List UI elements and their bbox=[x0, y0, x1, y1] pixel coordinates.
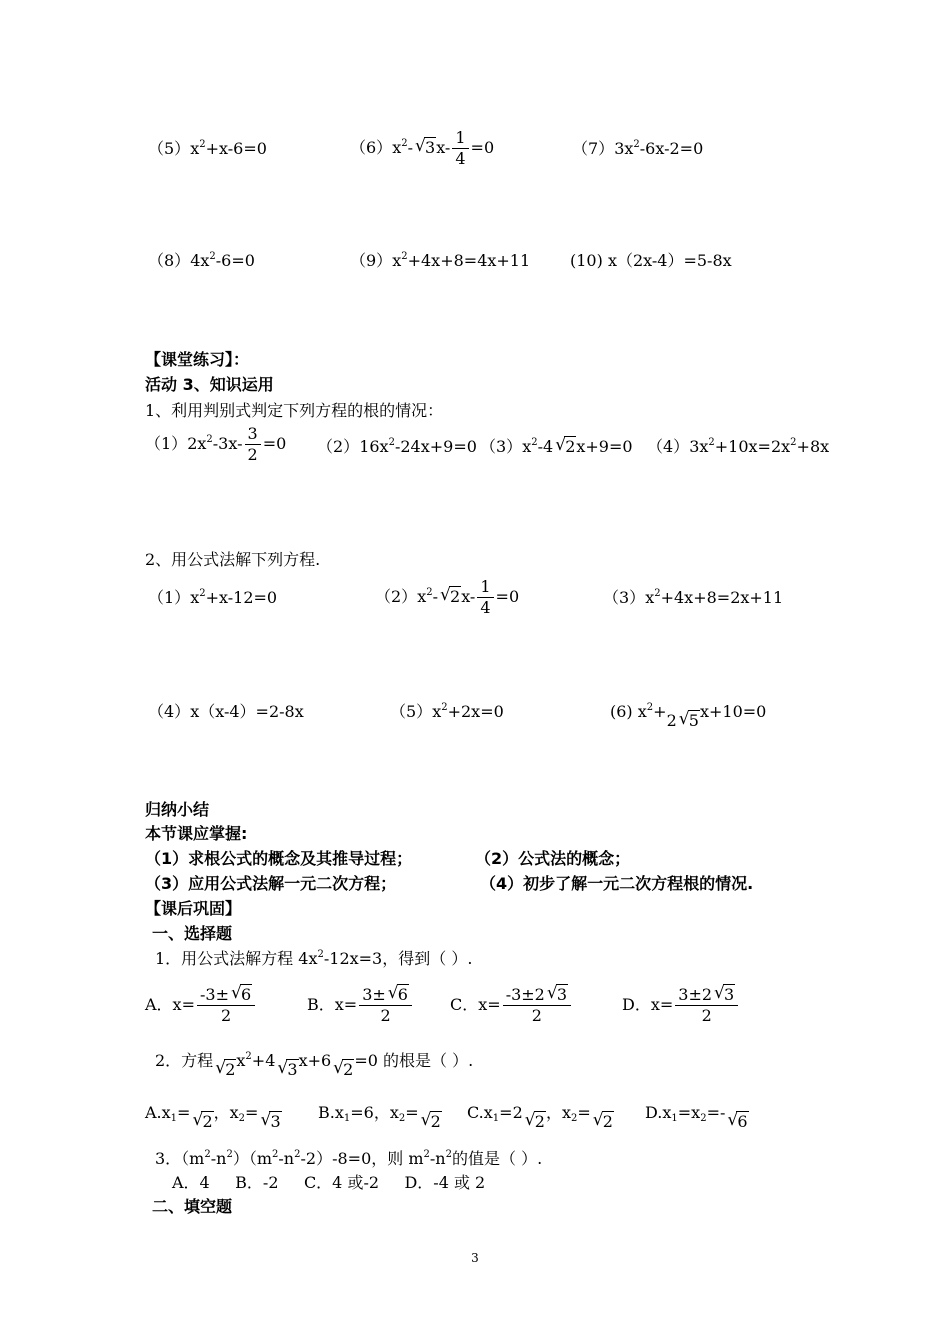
practice-question-2: 2、用公式法解下列方程. bbox=[145, 550, 321, 569]
hw-q1-option-d: D．x= 3±2 √ 3 2 bbox=[622, 985, 740, 1026]
practice-eq-2: $(2)16x^2-24x+9=0$ bbox=[317, 437, 477, 456]
summary-item-2: （2）公式法的概念； bbox=[475, 849, 631, 868]
hw-q2-option-c: $C.x_1=2$ √ 2，$x_2=$ √ 2 bbox=[467, 1103, 613, 1131]
practice-eq-1: $(1)2x^2-3x-$ $\frac{3}{2}$ =0 bbox=[145, 424, 287, 464]
practice-question-1: 1、利用判别式判定下列方程的根的情况： bbox=[145, 401, 444, 420]
equation-8: $(8)4x^2-6=0$ bbox=[148, 251, 255, 270]
solve-eq-4: （4）x（x-4）=2-8x bbox=[148, 702, 304, 721]
section-fill-title: 二、填空题 bbox=[152, 1197, 233, 1216]
summary-subheading: 本节课应掌握: bbox=[145, 824, 248, 843]
solve-eq-1: $(1)x^2+x-12=0$ bbox=[148, 588, 278, 607]
summary-heading: 归纳小结 bbox=[145, 800, 210, 819]
summary-item-3: （3）应用公式法解一元二次方程； bbox=[145, 874, 397, 893]
summary-item-4: （4）初步了解一元二次方程根的情况. bbox=[480, 874, 754, 893]
homework-heading: 【课后巩固】 bbox=[145, 899, 242, 918]
hw-question-1: 1．用公式法解方程 $4x^2-12x=3$，得到（ ）. bbox=[155, 949, 473, 968]
practice-heading: 【课堂练习】： bbox=[145, 350, 250, 369]
equation-6: $(6)x^2-$ √ 3x- $\frac{1}{4}$ =0 bbox=[350, 128, 495, 168]
practice-eq-4: $(4)3x^2+10x=2x^2+8x$ bbox=[647, 437, 830, 456]
solve-eq-3: $(3)x^2+4x+8=2x+11$ bbox=[603, 588, 784, 607]
hw-question-2: 2．方程 √ $2x^2+4$ √ 3x+6 √ 2=0 的根是（ ）. bbox=[155, 1051, 474, 1079]
equation-9: $(9)x^2+4x+8=4x+11$ bbox=[350, 251, 531, 270]
section-choice-title: 一、选择题 bbox=[152, 924, 233, 943]
hw-q2-option-a: $A.x_1=$ √ 2，$x_2=$ √ 3 bbox=[145, 1103, 281, 1131]
equation-5: $(5)x^2+x-6=0$ bbox=[148, 139, 267, 158]
solve-eq-5: $(5)x^2+2x=0$ bbox=[390, 702, 504, 721]
equation-10: (10) x（2x-4）=5-8x bbox=[570, 251, 732, 270]
hw-q1-option-b: B．x= 3± √ 6 2 bbox=[307, 985, 414, 1026]
page-number: 3 bbox=[471, 1251, 479, 1265]
hw-q1-option-c: C．x= -3±2 √ 3 2 bbox=[450, 985, 573, 1026]
solve-eq-2: $(2)x^2-$ √ 2x- $\frac{1}{4}$ =0 bbox=[375, 577, 520, 617]
practice-eq-3: $(3)x^2-4$ √ 2x+9=0 bbox=[480, 435, 633, 456]
hw-q2-option-b: $B.x_1=6$，$x_2=$ √ 2 bbox=[318, 1103, 441, 1131]
hw-question-3: 3．$(m^2-n^2)(m^2-n^2-2)-8=0$，则 $m^2-n^2$的值是（ ）. bbox=[155, 1149, 543, 1168]
activity-title: 活动 3、知识运用 bbox=[145, 375, 274, 394]
hw-q1-option-a: A．x= -3± √ 6 2 bbox=[145, 985, 257, 1026]
summary-item-1: （1）求根公式的概念及其推导过程； bbox=[145, 849, 413, 868]
solve-eq-6: (6) $x^2+2$ √ 5x+10=0 bbox=[610, 702, 767, 730]
equation-7: $(7)3x^2-6x-2=0$ bbox=[572, 139, 704, 158]
hw-q3-options: A．4 B．-2 C．4 或-2 D．-4 或 2 bbox=[172, 1173, 486, 1192]
hw-q2-option-d: $D.x_1=x_2=-$ √ 6 bbox=[645, 1103, 748, 1131]
